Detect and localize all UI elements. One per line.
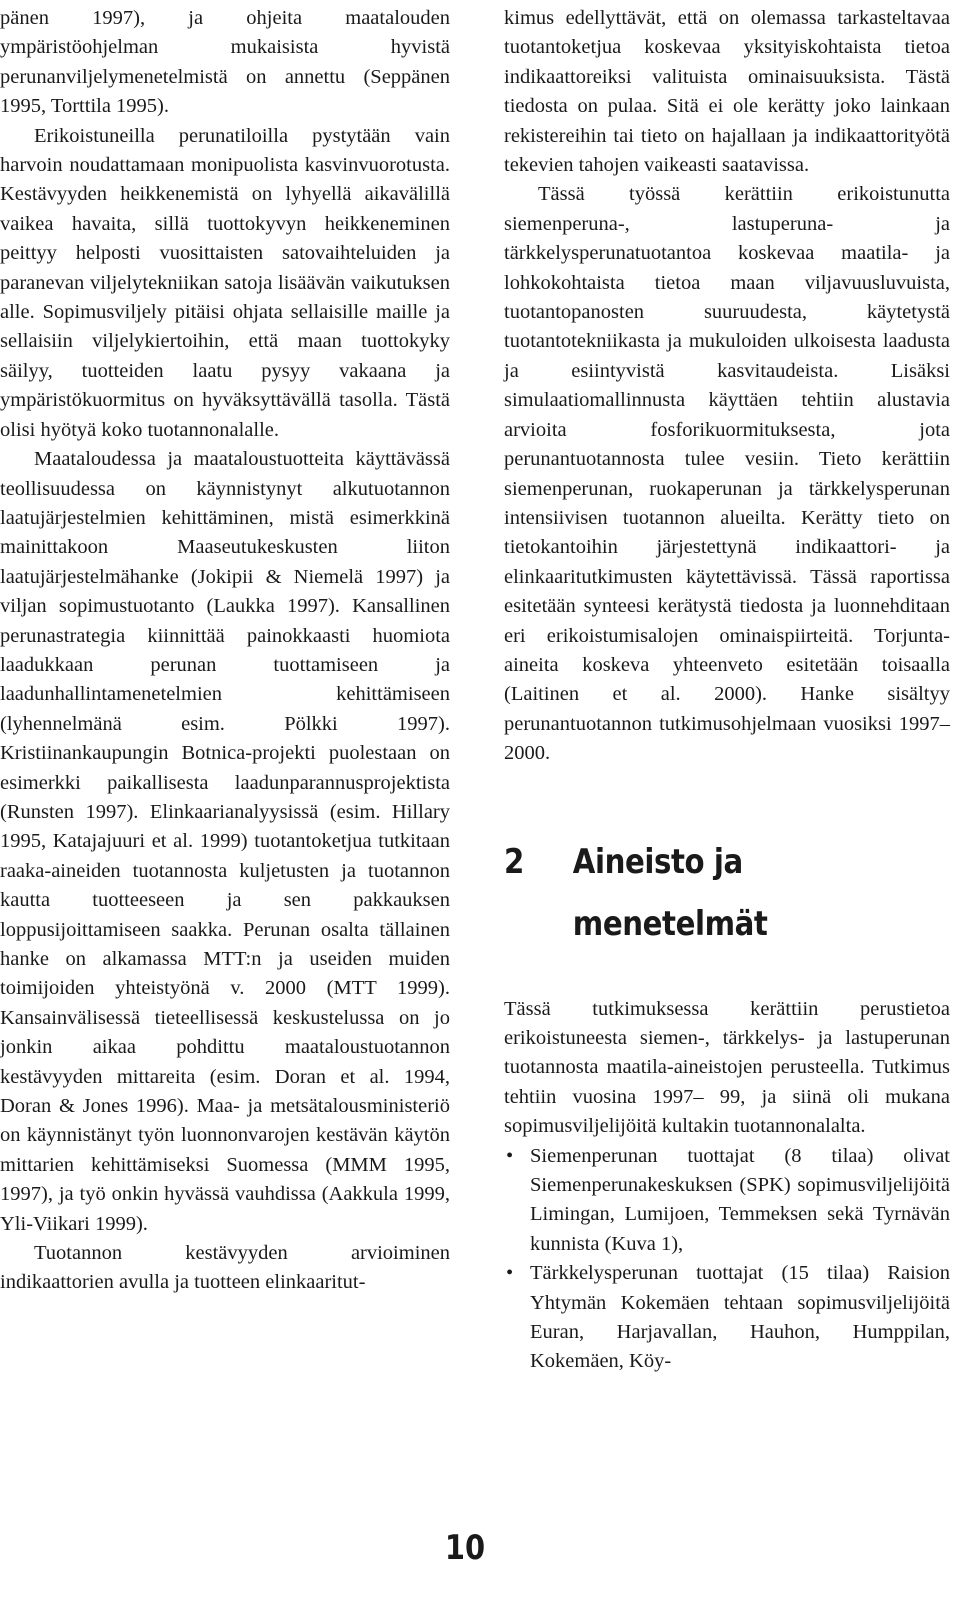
list-item-text: Tärkkelysperunan tuottajat (15 tilaa) Raision Yhtymän Kokemäen tehtaan sopimusviljelijöitä Euran, Harjavallan, Hauhon, Humppilan, Kokemäen, Köy- bbox=[530, 1262, 950, 1373]
list-item-text: Siemenperunan tuottajat (8 tilaa) olivat Siemenperunakeskuksen (SPK) sopimusviljelijöitä Limingan, Lumijoen, Temmeksen sekä Tyrnävän kunnista (Kuva 1), bbox=[530, 1144, 950, 1255]
section-intro: Tässä tutkimuksessa kerättiin perustietoa erikoistuneesta siemen-, tärkkelys- ja lastuperunan tuotannosta maatila-aineistojen perusteella. Tutkimus tehtiin vuosina 1997– 99, ja siinä oli mukana sopimusviljelijöitä kultakin tuotannonalalta. bbox=[504, 997, 950, 1138]
list-item bbox=[504, 1259, 950, 1377]
paragraph: kimus edellyttävät, että on olemassa tarkasteltavaa tuotantoketjua koskevaa yksityiskohtaista tietoa indikaattoreiksi valituista ominaisuuksista. Tästä tiedosta on pulaa. Sitä ei ole kerätty joko lainkaan rekistereihin tai tieto on hajallaan ja indikaattorityötä tekevien tahojen vaikeasti saatavissa. bbox=[504, 7, 950, 177]
right-column bbox=[504, 4, 950, 1377]
list-item bbox=[504, 1142, 950, 1260]
page-number: 10 bbox=[444, 1528, 486, 1568]
paragraph: Erikoistuneilla perunatiloilla pystytään vain harvoin noudattamaan monipuolista kasvinvuorotusta. Kestävyyden heikkenemistä on lyhyellä aikavälillä vaikea havaita, sillä tuottokyvyn heikkeneminen peittyy helposti vuosittaisten satovaihteluiden ja paranevan viljelytekniikan satoja lisäävän vaikutuksen alle. Sopimusviljely pitäisi ohjata sellaisille maille ja sellaisiin viljelykiertoihin, että maan tuottokyky säilyy, tuotteiden laatu pysyy vakaana ja ympäristökuormitus on hyväksyttävällä tasolla. Tästä olisi hyötyä koko tuotannonalalle. bbox=[0, 124, 450, 441]
section-title: Aineisto ja menetelmät bbox=[572, 841, 768, 944]
paragraph: pänen 1997), ja ohjeita maatalouden ympäristöohjelman mukaisista hyvistä perunanviljelymenetelmistä on annettu (Seppänen 1995, Torttila 1995). bbox=[0, 7, 450, 118]
section-number: 2 bbox=[504, 841, 524, 882]
left-column bbox=[0, 4, 450, 1298]
paragraph: Tuotannon kestävyyden arvioiminen indikaattorien avulla ja tuotteen elinkaaritut- bbox=[0, 1242, 450, 1294]
paragraph: Tässä työssä kerättiin erikoistunutta siemenperuna-, lastuperuna- ja tärkkelysperunatuotantoa koskevaa maatila- ja lohkokohtaista tietoa maan viljavuusluvuista, tuotantopanosten suuruudesta, käytetystä tuotantotekniikasta ja mukuloiden ulkoisesta laadusta ja esiintyvistä kasvitaudeista. Lisäksi simulaatiomallinnusta käyttäen tehtiin alustavia arvioita fosforikuormituksesta, jota perunantuotannosta tulee vesiin. Tieto kerättiin siemenperunan, ruokaperunan ja tärkkelysperunan intensiivisen tuotannon alueilta. Kerätty tieto on tietokantoihin järjestettynä indikaattori- ja elinkaaritutkimusten käytettävissä. Tässä raportissa esitetään synteesi kerätystä tiedosta ja luonnehditaan eri erikoistumisalojen ominaispiirteitä. Torjunta-aineita koskeva yhteenveto esitetään toisaalla (Laitinen et al. 2000). Hanke sisältyy perunantuotannon tutkimusohjelmaan vuosiksi 1997–2000. bbox=[504, 183, 950, 765]
bullet-icon: • bbox=[506, 1144, 514, 1167]
paragraph: Maataloudessa ja maataloustuotteita käyttävässä teollisuudessa on käynnistynyt alkutuotannon laatujärjestelmien kehittäminen, mistä esimerkkinä mainittakoon Maaseutukeskusten liiton laatujärjestelmähanke (Jokipii & Niemelä 1997) ja viljan sopimustuotanto (Laukka 1997). Kansallinen perunastrategia kiinnittää painokkaasti huomiota laadukkaan perunan tuottamiseen ja laadunhallintamenetelmien kehittämiseen (lyhennelmänä esim. Pölkki 1997). Kristiinankaupungin Botnica-projekti puolestaan on esimerkki paikallisesta laadunparannusprojektista (Runsten 1997). Elinkaarianalyysissä (esim. Hillary 1995, Katajajuuri et al. 1999) tuotantoketjua tutkitaan raaka-aineiden tuotannosta kuljetusten ja tuotannon kautta tuotteeseen ja sen pakkauksen loppusijoittamiseen saakka. Perunan osalta tällainen hanke on alkamassa MTT:n ja useiden muiden toimijoiden yhteistyönä v. 2000 (MTT 1999). Kansainvälisessä tieteellisessä keskustelussa on jo jonkin aikaa pohdittu maataloustuotannon kestävyyden mittareita (esim. Doran et al. 1994, Doran & Jones 1996). Maa- ja metsätalousministeriö on käynnistänyt työn luonnonvarojen kestävän käytön mittarien kehittämiseksi Suomessa (MMM 1995, 1997), ja työ onkin hyvässä vauhdissa (Aakkula 1999, Yli-Viikari 1999). bbox=[0, 448, 450, 1235]
bullet-list bbox=[504, 1142, 950, 1377]
bullet-icon: • bbox=[506, 1262, 514, 1285]
section-heading bbox=[504, 831, 888, 955]
